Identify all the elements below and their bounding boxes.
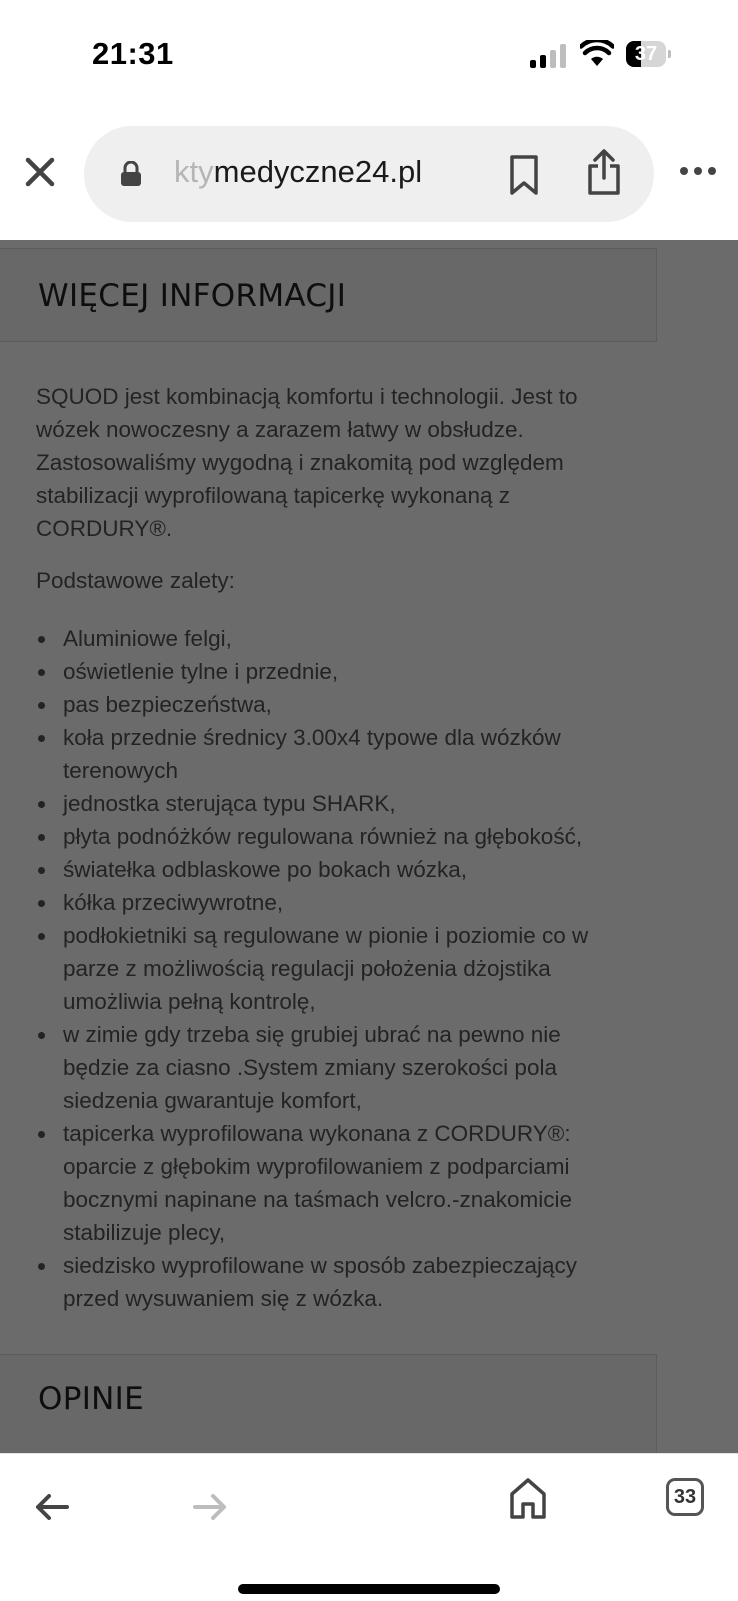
home-indicator[interactable]: [238, 1584, 500, 1594]
forward-arrow-icon[interactable]: [192, 1492, 228, 1522]
back-arrow-icon[interactable]: [34, 1492, 70, 1522]
share-icon[interactable]: [584, 148, 624, 196]
battery-icon: [626, 41, 672, 67]
wifi-icon: [580, 40, 614, 68]
url-domain: medyczne24.pl: [213, 154, 423, 189]
browser-toolbar: [0, 1453, 738, 1601]
url-field[interactable]: [84, 126, 654, 222]
web-page-content: [0, 240, 738, 1453]
lock-icon: [120, 161, 142, 187]
dim-overlay[interactable]: [0, 240, 738, 1453]
home-icon[interactable]: [508, 1476, 548, 1520]
status-time: 21:31: [92, 36, 174, 71]
tabs-count: 33: [673, 1486, 697, 1508]
signal-icon: [530, 44, 566, 68]
battery-level-text: 37: [634, 43, 658, 65]
more-icon[interactable]: [678, 164, 718, 178]
close-icon[interactable]: [22, 154, 58, 190]
status-bar: [0, 0, 738, 100]
url-faded-part: kty: [174, 154, 214, 189]
browser-address-bar: [0, 100, 738, 240]
tabs-icon[interactable]: [666, 1478, 704, 1516]
url-text: [174, 154, 422, 190]
bookmark-icon[interactable]: [504, 154, 544, 196]
